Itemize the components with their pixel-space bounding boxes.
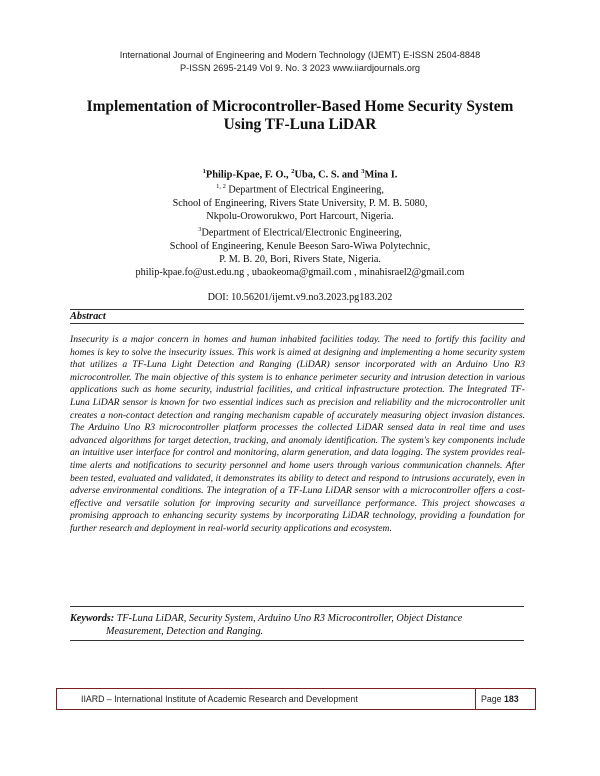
keywords-bottom-rule (70, 640, 524, 641)
abstract-heading: Abstract (70, 311, 106, 322)
author1-sup: 1 (202, 168, 206, 175)
author3: Mina I. (364, 169, 398, 181)
affiliation2-text: Department of Electrical/Electronic Engineering, (201, 227, 402, 239)
affiliation2-line3: P. M. B. 20, Bori, Rivers State, Nigeria. (219, 253, 381, 265)
affiliation1-text: Department of Electrical Engineering, (225, 184, 384, 196)
journal-header-line1: International Journal of Engineering and Modern Technology (IJEMT) E-ISSN 2504-8848 (119, 50, 481, 60)
keywords-block (70, 612, 530, 638)
journal-header (0, 49, 600, 75)
abstract-heading-rule (70, 323, 524, 324)
page-footer (56, 688, 536, 710)
paper-title-line2: Using TF-Luna LiDAR (223, 116, 377, 133)
author1: Philip-Kpae, F. O., (205, 169, 292, 181)
footer-page (481, 694, 519, 704)
affiliations (0, 180, 600, 279)
affiliation1-line2: School of Engineering, Rivers State University, P. M. B. 5080, (172, 197, 428, 209)
affiliation2-line1 (0, 223, 600, 240)
affiliation1-line3: Nkpolu-Oroworukwo, Port Harcourt, Nigeria. (206, 210, 394, 222)
author3-sup: 3 (361, 168, 365, 175)
affiliation2-sup: 3 (198, 226, 202, 233)
paper-title-line1: Implementation of Microcontroller-Based Home Security System (86, 98, 514, 115)
author2: Uba, C. S. and (294, 169, 362, 181)
keywords-top-rule (70, 606, 524, 607)
keywords-line1: TF-Luna LiDAR, Security System, Arduino Uno R3 Microcontroller, Object Distance (114, 613, 463, 624)
abstract-top-rule (70, 309, 524, 310)
paper-title (60, 98, 540, 134)
affiliation2-line2: School of Engineering, Kenule Beeson Saro-Wiwa Polytechnic, (169, 240, 431, 252)
affiliation1-line1 (0, 180, 600, 197)
keywords-line2: Measurement, Detection and Ranging. (106, 626, 264, 637)
footer-page-number: 183 (504, 694, 519, 704)
footer-divider (475, 689, 476, 709)
doi-link[interactable]: DOI: 10.56201/ijemt.v9.no3.2023.pg183.202 (207, 292, 393, 303)
footer-publisher: IIARD – International Institute of Academic Research and Development (81, 694, 358, 704)
journal-header-line2: P-ISSN 2695-2149 Vol 9. No. 3 2023 www.iiardjournals.org (179, 63, 421, 73)
affiliation1-sup: 1, 2 (216, 183, 226, 190)
author-list (0, 165, 600, 181)
keywords-label: Keywords: (70, 613, 115, 624)
footer-page-label: Page (481, 694, 504, 704)
author-emails[interactable]: philip-kpae.fo@ust.edu.ng , ubaokeoma@gmail.com , minahisrael2@gmail.com (135, 267, 465, 278)
author2-sup: 2 (291, 168, 295, 175)
abstract-body: Insecurity is a major concern in homes and human inhabited facilities today. The need to fortify this facility and homes is key to solve the insecurity issues. This work is aimed at designing and implementing a home security system that utilizes a TF-Luna Light Detection and Ranging (LiDAR) sensor incorporated with an Arduino Uno R3 microcontroller. The main objective of this system is to enhance perimeter security and intrusion detection in various applications such as home security, industrial facilities, and critical infrastructure protection. The Integrated TF-Luna LiDAR sensor is known for two essential indices such as precision and reliability and the microcontroller unit creates a non-contact detection and ranging mechanism capable of accurately measuring object invasion distances. The Arduino Uno R3 microcontroller platform processes the collected LiDAR sensed data in real time and uses advanced algorithms for target detection, tracking, and anomaly identification. The system's key components include an intuitive user interface for control and monitoring, alarm generation, and data logging. The system provides real-time alerts and notifications to security personnel and home users through various communication channels. After been tested, evaluated and validated, it demonstrates its ability to detect and respond to intrusions accurately, even in adverse environmental conditions. The integration of a TF-Luna LiDAR sensor with a microcontroller offers a cost-effective and versatile solution for improving security and surveillance performance. This project showcases a promising approach to enhancing security systems by incorporating LiDAR technology, providing a foundation for further research and deployment in real-world security applications and ecosystem. (70, 334, 525, 534)
